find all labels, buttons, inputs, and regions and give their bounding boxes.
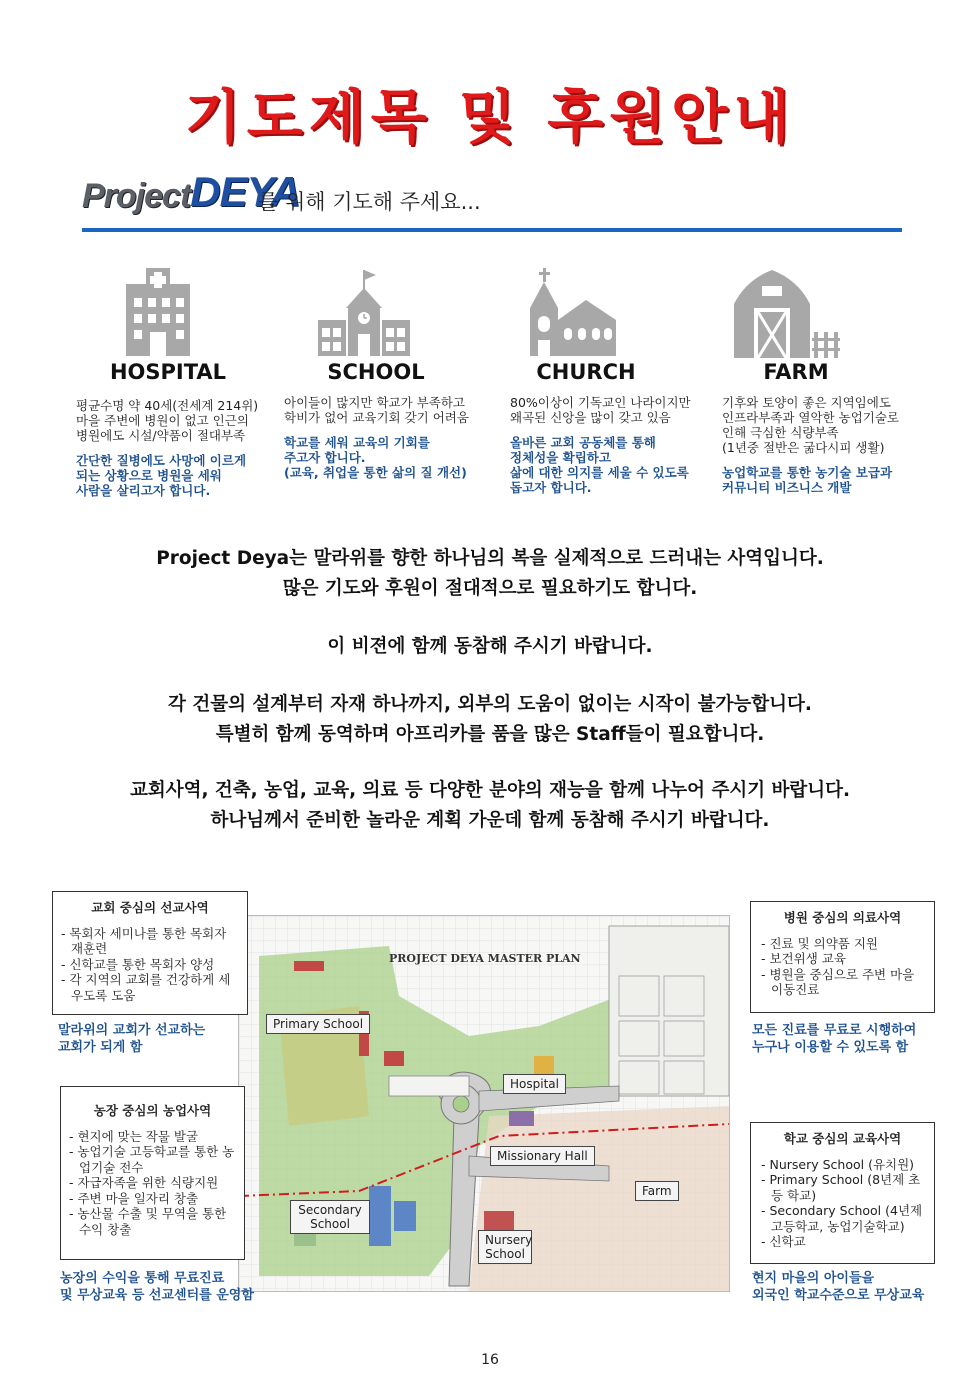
page-title: 기도제목 및 후원안내 xyxy=(184,83,796,151)
hospital-ministry-box xyxy=(750,901,935,1013)
list-item: - 목회자 세미나를 통한 목회자 재훈련 xyxy=(61,925,227,956)
church-note: 말라위의 교회가 선교하는 교회가 되게 함 xyxy=(58,1023,206,1055)
hospital-label: HOSPITAL xyxy=(109,360,227,384)
map-label-secondary-school: Secondary School xyxy=(290,1200,370,1234)
map-label-farm: Farm xyxy=(635,1181,679,1201)
list-item: - 주변 마을 일자리 창출 xyxy=(69,1190,199,1206)
list-item: - 신학교 xyxy=(761,1234,806,1249)
body-paragraph-4: 교회사역, 건축, 농업, 교육, 의료 등 다양한 분야의 재능을 함께 나누어 주시기 바랍니다. 하나님께서 준비한 놀라운 계획 가운데 함께 동참해 주시기 바랍니다. xyxy=(129,780,851,831)
school-ministry-box xyxy=(750,1122,935,1264)
farm-ministry-box xyxy=(60,1086,245,1260)
farm-label: FARM xyxy=(763,360,829,384)
map-heading: PROJECT DEYA MASTER PLAN xyxy=(389,952,581,965)
farm-note: 농장의 수익을 통해 무료진료 및 무상교육 등 선교센터를 운영함 xyxy=(60,1271,254,1303)
subtitle: 를 위해 기도해 주세요... xyxy=(258,190,481,214)
body-paragraph-1: Project Deya는 말라위를 향한 하나님의 복을 실제적으로 드러내는 사역입니다. 많은 기도와 후원이 절대적으로 필요하기도 합니다. xyxy=(156,548,824,599)
list-item: - 농산물 수출 및 무역을 통한 수익 창출 xyxy=(69,1206,227,1237)
hospital-goal: 간단한 질병에도 사망에 이르게 되는 상황으로 병원을 세워 사람을 살리고자 합니다. xyxy=(76,453,247,498)
map-label-hospital: Hospital xyxy=(503,1074,566,1094)
hospital-icon xyxy=(122,268,194,356)
hospital-note: 모든 진료를 무료로 시행하여 누구나 이용할 수 있도록 함 xyxy=(752,1023,917,1055)
school-ministry-title: 학교 중심의 교육사역 xyxy=(783,1131,902,1146)
church-ministry-title: 교회 중심의 선교사역 xyxy=(91,900,209,915)
list-item: - 보건위생 교육 xyxy=(761,951,846,966)
church-ministry-box xyxy=(52,891,248,1015)
body-paragraph-2: 이 비젼에 함께 동참해 주시기 바랍니다. xyxy=(327,636,653,657)
school-icon xyxy=(318,268,410,356)
map-label-missionary-hall: Missionary Hall xyxy=(490,1146,595,1166)
barn-icon xyxy=(730,268,840,358)
church-icon xyxy=(528,268,616,356)
hospital-ministry-title: 병원 중심의 의료사역 xyxy=(783,910,902,925)
church-description: 80%이상이 기독교인 나라이지만 왜곡된 신앙을 많이 갖고 있음 올바른 교회 공동체를 통해 정체성을 확립하고 삶에 대한 의지를 세울 수 있도록 돕고자 합니다. xyxy=(510,395,710,495)
list-item: - 현지에 맞는 작물 발굴 xyxy=(69,1128,199,1144)
church-label: CHURCH xyxy=(536,360,636,384)
logo-deya-text: DEYA xyxy=(190,168,300,215)
list-item: - Primary School (8년제 초등 학교) xyxy=(761,1172,921,1203)
school-description: 아이들이 많지만 학교가 부족하고 학비가 없어 교육기회 갖기 어려움 학교를 세워 교육의 기회를 주고자 합니다. (교육, 취업을 통한 삶의 질 개선) xyxy=(284,395,484,480)
list-item: - 병원을 중심으로 주변 마을 이동진료 xyxy=(761,966,915,997)
school-note: 현지 마을의 아이들을 외국인 학교수준으로 무상교육 xyxy=(752,1271,925,1303)
list-item: - 농업기술 고등학교를 통한 농업기술 전수 xyxy=(69,1144,235,1175)
school-label: SCHOOL xyxy=(327,360,425,384)
list-item: - Secondary School (4년제 고등학교, 농업기술학교) xyxy=(761,1203,923,1234)
list-item: - 자급자족을 위한 식량지원 xyxy=(69,1175,219,1190)
farm-ministry-title: 농장 중심의 농업사역 xyxy=(93,1103,212,1118)
hospital-description: 평균수명 약 40세(전세계 214위) 마을 주변에 병원이 없고 인근의 병원에도 시설/약품이 절대부족 간단한 질병에도 사망에 이르게 되는 상황으로 병원을 세워 사람을 살리고자 합니다. xyxy=(76,398,276,498)
school-goal: 학교를 세워 교육의 기회를 주고자 합니다. (교육, 취업을 통한 삶의 질 개선) xyxy=(284,435,467,480)
church-goal: 올바른 교회 공동체를 통해 정체성을 확립하고 삶에 대한 의지를 세울 수 있도록 돕고자 합니다. xyxy=(510,435,689,495)
farm-goal: 농업학교를 통한 농기술 보급과 커뮤니티 비즈니스 개발 xyxy=(722,465,893,495)
list-item: - 각 지역의 교회를 건강하게 세우도록 도움 xyxy=(61,972,231,1003)
farm-description: 기후와 토양이 좋은 지역임에도 인프라부족과 열악한 농업기술로 인해 극심한 식량부족 (1년중 절반은 굶다시피 생활) 농업학교를 통한 농기술 보급과 커뮤니티 비즈니스 개발 xyxy=(722,395,932,495)
map-label-primary-school: Primary School xyxy=(266,1014,370,1034)
divider xyxy=(82,228,902,232)
map-label-nursery-school: Nursery School xyxy=(478,1230,532,1264)
list-item: - Nursery School (유치원) xyxy=(761,1156,915,1172)
body-paragraph-3: 각 건물의 설계부터 자재 하나까지, 외부의 도움이 없이는 시작이 불가능합니다. 특별히 함께 동역하며 아프리카를 품을 많은 Staff들이 필요합니다. xyxy=(168,694,812,745)
page-number: 16 xyxy=(481,1352,499,1368)
list-item: - 진료 및 의약품 지원 xyxy=(761,935,879,951)
list-item: - 신학교를 통한 목회자 양성 xyxy=(61,956,215,972)
logo-project-text: Project xyxy=(82,177,191,215)
